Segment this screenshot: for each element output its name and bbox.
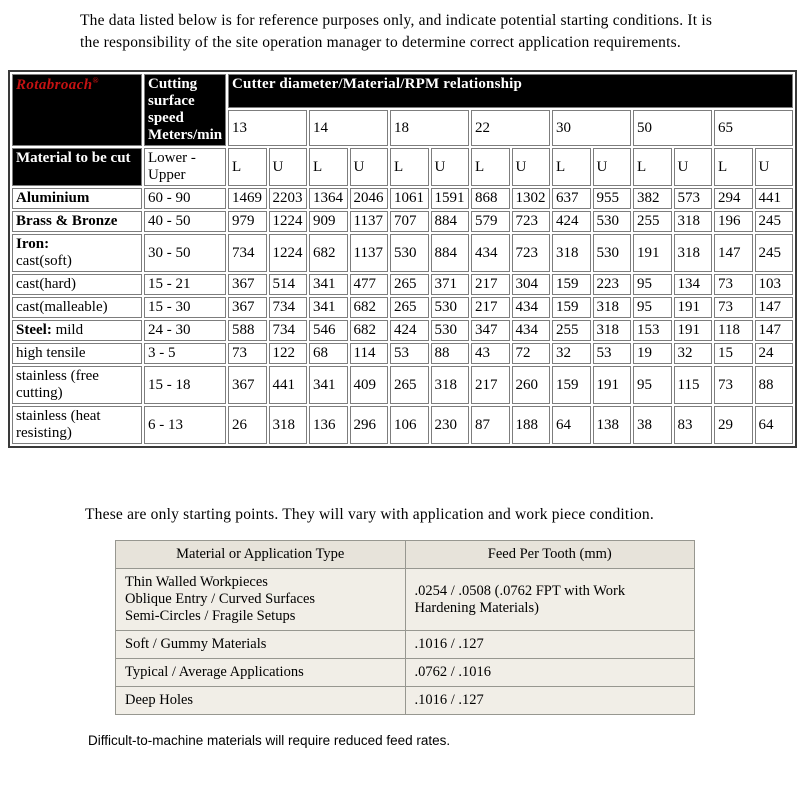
rpm-value-cell: 260 [512,366,551,404]
cutting-speed-cell: 30 - 50 [144,234,226,272]
rpm-header-row-1 [12,74,793,108]
rpm-value-cell: 367 [228,297,267,318]
rpm-value-cell: 1469 [228,188,267,209]
rpm-value-cell: 83 [674,406,713,444]
rpm-value-cell: 191 [674,297,713,318]
rpm-value-cell: 441 [269,366,308,404]
rpm-value-cell: 95 [633,297,672,318]
rpm-value-cell: 64 [755,406,794,444]
rpm-data-row [12,211,793,232]
rpm-value-cell: 265 [390,297,429,318]
rpm-value-cell: 1137 [350,211,389,232]
application-type-cell [116,569,406,631]
rpm-data-row [12,320,793,341]
rpm-value-cell: 106 [390,406,429,444]
rpm-value-cell: 245 [755,211,794,232]
application-type-line: Soft / Gummy Materials [125,636,267,652]
feed-table-header [116,541,695,569]
application-type-line: Thin Walled Workpieces [125,574,268,590]
rpm-value-cell: 230 [431,406,470,444]
material-name-bold: Aluminium [16,190,90,206]
rpm-value-cell: 588 [228,320,267,341]
logo-cell [12,74,142,146]
rpm-data-row [12,343,793,364]
lower-upper-label: Lower - Upper [144,148,226,186]
rpm-value-cell: 884 [431,234,470,272]
rpm-value-cell: 341 [309,274,348,295]
rpm-value-cell: 1224 [269,211,308,232]
rpm-value-cell: 217 [471,366,510,404]
rpm-value-cell: 118 [714,320,753,341]
rpm-value-cell: 88 [431,343,470,364]
rpm-value-cell: 103 [755,274,794,295]
rpm-value-cell: 341 [309,297,348,318]
feed-data-row [116,659,695,687]
rpm-value-cell: 2046 [350,188,389,209]
rpm-value-cell: 64 [552,406,591,444]
rpm-value-cell: 15 [714,343,753,364]
lower-upper-subheader-cell: L [633,148,672,186]
rpm-value-cell: 868 [471,188,510,209]
rpm-value-cell: 530 [593,234,632,272]
rpm-value-cell: 296 [350,406,389,444]
rpm-value-cell: 1364 [309,188,348,209]
feed-data-row [116,569,695,631]
rpm-value-cell: 147 [755,297,794,318]
rpm-value-cell: 434 [512,297,551,318]
rpm-value-cell: 530 [390,234,429,272]
footer-note-text: Difficult-to-machine materials will require reduced feed rates. [88,733,451,748]
rpm-data-row [12,366,793,404]
rpm-value-cell: 1302 [512,188,551,209]
rpm-value-cell: 909 [309,211,348,232]
rpm-value-cell: 1137 [350,234,389,272]
lower-upper-subheader-cell: U [269,148,308,186]
rpm-value-cell: 382 [633,188,672,209]
rpm-value-cell: 188 [512,406,551,444]
lower-upper-subheader-cell: U [674,148,713,186]
rpm-value-cell: 979 [228,211,267,232]
cutting-speed-cell: 60 - 90 [144,188,226,209]
rpm-data-row [12,188,793,209]
rpm-value-cell: 734 [269,320,308,341]
material-name: cast(hard) [16,276,76,292]
rpm-value-cell: 138 [593,406,632,444]
cutting-speed-header: Cutting surface speed Meters/min [144,74,226,146]
rpm-value-cell: 147 [755,320,794,341]
material-cell [12,211,142,232]
rpm-value-cell: 371 [431,274,470,295]
rpm-value-cell: 530 [431,297,470,318]
rpm-value-cell: 191 [674,320,713,341]
feed-per-tooth-cell: .0762 / .1016 [405,659,695,687]
rpm-value-cell: 88 [755,366,794,404]
rpm-value-cell: 304 [512,274,551,295]
rpm-data-row [12,406,793,444]
rpm-value-cell: 367 [228,274,267,295]
rpm-value-cell: 318 [431,366,470,404]
material-cell [12,366,142,404]
rpm-value-cell: 637 [552,188,591,209]
diameter-header-cell: 65 [714,110,793,146]
feed-col-header-feed: Feed Per Tooth (mm) [405,541,695,569]
rpm-value-cell: 318 [674,234,713,272]
material-name-bold: Brass & Bronze [16,213,118,229]
feed-header-row [116,541,695,569]
rpm-value-cell: 217 [471,274,510,295]
material-cell [12,234,142,272]
lower-upper-subheader-cell: U [431,148,470,186]
lower-upper-subheader-cell: U [593,148,632,186]
feed-table [115,540,695,715]
rpm-data-row [12,297,793,318]
application-type-cell [116,659,406,687]
application-type-line: Semi-Circles / Fragile Setups [125,608,296,624]
rpm-value-cell: 95 [633,366,672,404]
rpm-data-row [12,274,793,295]
rpm-table [8,70,797,448]
application-type-line: Oblique Entry / Curved Surfaces [125,591,316,607]
diameter-header-cell: 50 [633,110,712,146]
lower-upper-subheader-cell: U [350,148,389,186]
rpm-value-cell: 707 [390,211,429,232]
material-name: stainless (heat resisting) [16,408,101,441]
rpm-value-cell: 434 [471,234,510,272]
rpm-value-cell: 24 [755,343,794,364]
rpm-value-cell: 955 [593,188,632,209]
lower-upper-subheader-cell: L [714,148,753,186]
mid-note-text: These are only starting points. They will vary with application and work piece condition. [85,506,654,523]
relationship-header: Cutter diameter/Material/RPM relationship [228,74,793,108]
rpm-value-cell: 255 [552,320,591,341]
lower-upper-subheader-cell: L [552,148,591,186]
material-cell [12,343,142,364]
rpm-value-cell: 29 [714,406,753,444]
diameter-header-cell: 22 [471,110,550,146]
rpm-data-row [12,234,793,272]
application-type-line: Typical / Average Applications [125,664,304,680]
rpm-value-cell: 424 [390,320,429,341]
diameter-header-cell: 14 [309,110,388,146]
rpm-value-cell: 73 [714,366,753,404]
document-page [0,10,804,748]
rpm-value-cell: 367 [228,366,267,404]
rpm-value-cell: 1061 [390,188,429,209]
material-cell [12,274,142,295]
material-name-bold: Steel: [16,322,52,338]
lower-upper-subheader-cell: L [309,148,348,186]
rpm-value-cell: 265 [390,366,429,404]
rpm-value-cell: 115 [674,366,713,404]
rpm-value-cell: 2203 [269,188,308,209]
cutting-speed-cell: 15 - 18 [144,366,226,404]
rpm-value-cell: 26 [228,406,267,444]
material-cell [12,188,142,209]
diameter-header-cell: 13 [228,110,307,146]
rpm-value-cell: 32 [674,343,713,364]
rpm-value-cell: 223 [593,274,632,295]
feed-per-tooth-cell: .1016 / .127 [405,687,695,715]
rpm-value-cell: 68 [309,343,348,364]
rpm-value-cell: 73 [228,343,267,364]
rpm-value-cell: 318 [552,234,591,272]
rpm-value-cell: 477 [350,274,389,295]
material-cell [12,406,142,444]
material-cell [12,297,142,318]
rpm-value-cell: 255 [633,211,672,232]
rpm-value-cell: 159 [552,274,591,295]
feed-data-row [116,687,695,715]
lower-upper-subheader-cell: L [471,148,510,186]
feed-table-body [116,569,695,715]
application-type-line: Deep Holes [125,692,194,708]
material-header: Material to be cut [12,148,142,186]
feed-data-row [116,631,695,659]
feed-col-header-application: Material or Application Type [116,541,406,569]
rpm-value-cell: 734 [269,297,308,318]
lower-upper-subheader-cell: U [755,148,794,186]
rpm-value-cell: 196 [714,211,753,232]
rpm-value-cell: 43 [471,343,510,364]
material-name: stainless (free cutting) [16,368,99,401]
rpm-value-cell: 1591 [431,188,470,209]
rpm-value-cell: 318 [269,406,308,444]
rpm-value-cell: 514 [269,274,308,295]
material-name: cast(soft) [16,253,72,269]
cutting-speed-cell: 3 - 5 [144,343,226,364]
registered-mark: ® [92,76,99,85]
rpm-value-cell: 122 [269,343,308,364]
rpm-value-cell: 73 [714,274,753,295]
lower-upper-header-row [12,148,793,186]
rpm-value-cell: 53 [390,343,429,364]
cutting-speed-cell: 15 - 21 [144,274,226,295]
rpm-value-cell: 682 [350,297,389,318]
lower-upper-subheader-cell: L [228,148,267,186]
rpm-value-cell: 546 [309,320,348,341]
feed-per-tooth-cell: .1016 / .127 [405,631,695,659]
rpm-table-header [12,74,793,186]
rpm-value-cell: 159 [552,366,591,404]
material-name: mild [55,322,84,338]
rpm-value-cell: 136 [309,406,348,444]
cutting-speed-cell: 15 - 30 [144,297,226,318]
rpm-value-cell: 153 [633,320,672,341]
rpm-value-cell: 318 [593,297,632,318]
rpm-value-cell: 441 [755,188,794,209]
cutting-speed-cell: 40 - 50 [144,211,226,232]
rpm-value-cell: 245 [755,234,794,272]
rpm-value-cell: 409 [350,366,389,404]
rpm-value-cell: 114 [350,343,389,364]
rpm-value-cell: 530 [431,320,470,341]
application-type-cell [116,631,406,659]
rpm-value-cell: 434 [512,320,551,341]
rotabroach-logo: Rotabroach [16,77,93,93]
rpm-value-cell: 530 [593,211,632,232]
rpm-value-cell: 147 [714,234,753,272]
rpm-value-cell: 87 [471,406,510,444]
rpm-value-cell: 73 [714,297,753,318]
intro-text: The data listed below is for reference purposes only, and indicate potential starting conditions. It is the responsibility of the site operation manager to determine correct application requirements. [80,12,713,51]
rpm-value-cell: 265 [390,274,429,295]
material-name-bold: Iron: [16,236,50,252]
rpm-value-cell: 723 [512,234,551,272]
rpm-value-cell: 682 [350,320,389,341]
rpm-value-cell: 318 [593,320,632,341]
rpm-value-cell: 341 [309,366,348,404]
rpm-value-cell: 294 [714,188,753,209]
rpm-value-cell: 424 [552,211,591,232]
feed-per-tooth-cell: .0254 / .0508 (.0762 FPT with Work Hardening Materials) [405,569,695,631]
rpm-value-cell: 38 [633,406,672,444]
rpm-value-cell: 1224 [269,234,308,272]
material-name: cast(malleable) [16,299,108,315]
material-name: high tensile [16,345,86,361]
lower-upper-subheader-cell: L [390,148,429,186]
rpm-value-cell: 19 [633,343,672,364]
rpm-value-cell: 573 [674,188,713,209]
lower-upper-subheader-cell: U [512,148,551,186]
material-cell [12,320,142,341]
rpm-value-cell: 723 [512,211,551,232]
cutting-speed-cell: 24 - 30 [144,320,226,341]
rpm-value-cell: 734 [228,234,267,272]
rpm-value-cell: 134 [674,274,713,295]
rpm-value-cell: 32 [552,343,591,364]
rpm-value-cell: 579 [471,211,510,232]
rpm-value-cell: 95 [633,274,672,295]
rpm-value-cell: 347 [471,320,510,341]
rpm-value-cell: 217 [471,297,510,318]
rpm-value-cell: 159 [552,297,591,318]
rpm-table-body [12,188,793,444]
rpm-value-cell: 884 [431,211,470,232]
diameter-header-cell: 18 [390,110,469,146]
rpm-value-cell: 318 [674,211,713,232]
rpm-value-cell: 191 [593,366,632,404]
rpm-value-cell: 72 [512,343,551,364]
rpm-value-cell: 53 [593,343,632,364]
rpm-value-cell: 191 [633,234,672,272]
cutting-speed-cell: 6 - 13 [144,406,226,444]
rpm-value-cell: 682 [309,234,348,272]
diameter-header-cell: 30 [552,110,631,146]
application-type-cell [116,687,406,715]
